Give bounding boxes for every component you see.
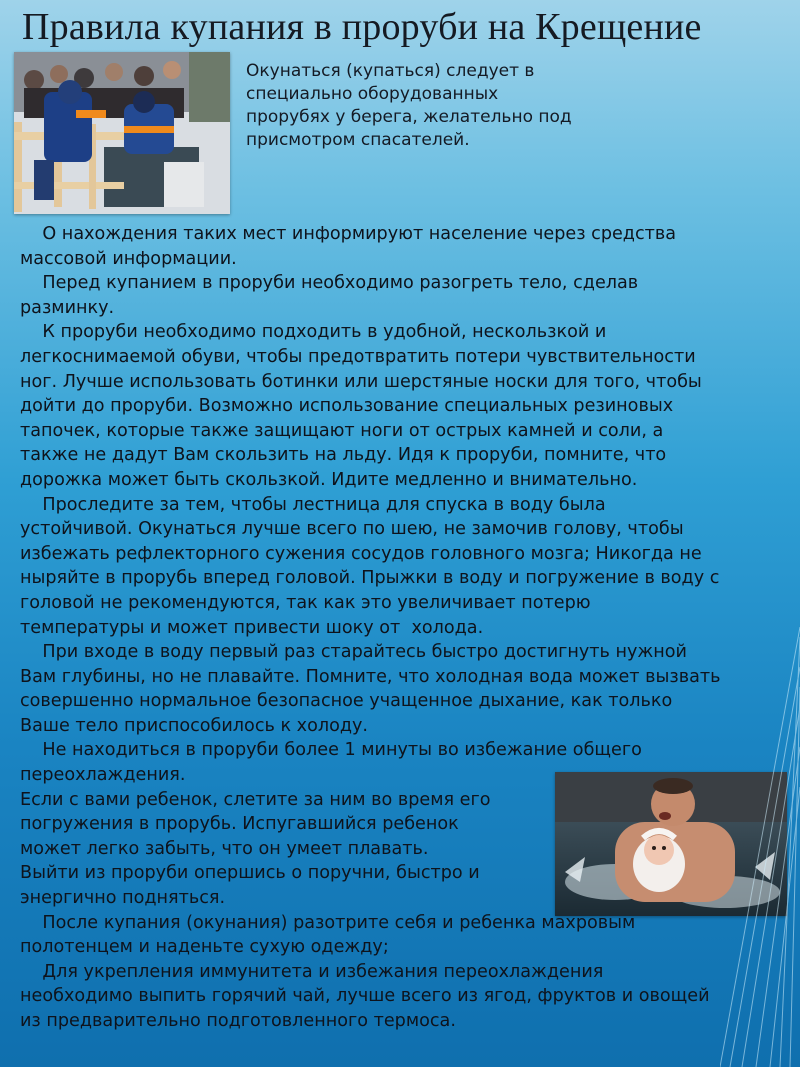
body-line: необходимо выпить горячий чай, лучше всего из ягод, фруктов и овощей <box>20 986 710 1007</box>
body-line: Для укрепления иммунитета и избежания переохлаждения <box>20 961 604 982</box>
body-line: ног. Лучше использовать ботинки или шерстяные носки для того, чтобы <box>20 371 702 392</box>
intro-line: Окунаться (купаться) следует в <box>246 61 535 81</box>
intro-line: присмотром спасателей. <box>246 130 470 150</box>
body-line: Если с вами ребенок, слетите за ним во время его <box>20 789 491 810</box>
body-line: Проследите за тем, чтобы лестница для спуска в воду была <box>20 494 606 515</box>
body-line: совершенно нормальное безопасное учащенное дыхание, как только <box>20 691 673 712</box>
body-line: может легко забыть, что он умеет плавать. <box>20 838 429 859</box>
body-line: тапочек, которые также защищают ноги от острых камней и соли, а <box>20 420 664 441</box>
body-line: устойчивой. Окунаться лучше всего по шею, не замочив голову, чтобы <box>20 519 684 540</box>
body-line: ныряйте в прорубь вперед головой. Прыжки в воду и погружение в воду с <box>20 568 720 589</box>
page-title: Правила купания в проруби на Крещение <box>22 6 702 48</box>
body-line: переохлаждения. <box>20 765 186 786</box>
body-line: также не дадут Вам скользить на льду. Идя к проруби, помните, что <box>20 445 667 466</box>
body-line: погружения в прорубь. Испугавшийся ребенок <box>20 814 459 835</box>
body-line: энергично подняться. <box>20 888 226 909</box>
body-line: массовой информации. <box>20 248 237 269</box>
intro-line: специально оборудованных <box>246 84 499 104</box>
body-line: Выйти из проруби опершись о поручни, быстро и <box>20 863 480 884</box>
body-line: Вам глубины, но не плавайте. Помните, что холодная вода может вызвать <box>20 666 721 687</box>
intro-line: прорубях у берега, желательно под <box>246 107 572 127</box>
body-line: температуры и может привести шоку от холода. <box>20 617 484 638</box>
body-line: Ваше тело приспособилось к холоду. <box>20 715 369 736</box>
body-line: К проруби необходимо подходить в удобной, нескользкой и <box>20 322 607 343</box>
body-line: из предварительно подготовленного термоса. <box>20 1011 456 1031</box>
intro-paragraph <box>246 60 646 152</box>
body-line: Перед купанием в проруби необходимо разогреть тело, сделав <box>20 273 639 294</box>
body-line: Не находиться в проруби более 1 минуты во избежание общего <box>20 740 642 761</box>
body-line: После купания (окунания) разотрите себя и ребенка махровым <box>20 912 636 933</box>
body-line: легкоснимаемой обуви, чтобы предотвратить потери чувствительности <box>20 346 696 367</box>
body-line: дорожка может быть скользкой. Идите медленно и внимательно. <box>20 469 638 490</box>
body-line: О нахождения таких мест информируют население через средства <box>20 224 677 244</box>
body-line: полотенцем и наденьте сухую одежду; <box>20 937 389 958</box>
body-line: головой не рекомендуются, так как это увеличивает потерю <box>20 592 591 613</box>
photo-rescuers-ice-hole <box>14 52 230 214</box>
body-line: разминку. <box>20 297 115 318</box>
body-line: дойти до проруби. Возможно использование специальных резиновых <box>20 396 674 417</box>
body-line: избежать рефлекторного сужения сосудов головного мозга; Никогда не <box>20 543 702 564</box>
body-line: При входе в воду первый раз старайтесь быстро достигнуть нужной <box>20 642 687 663</box>
body-text <box>20 222 800 1034</box>
